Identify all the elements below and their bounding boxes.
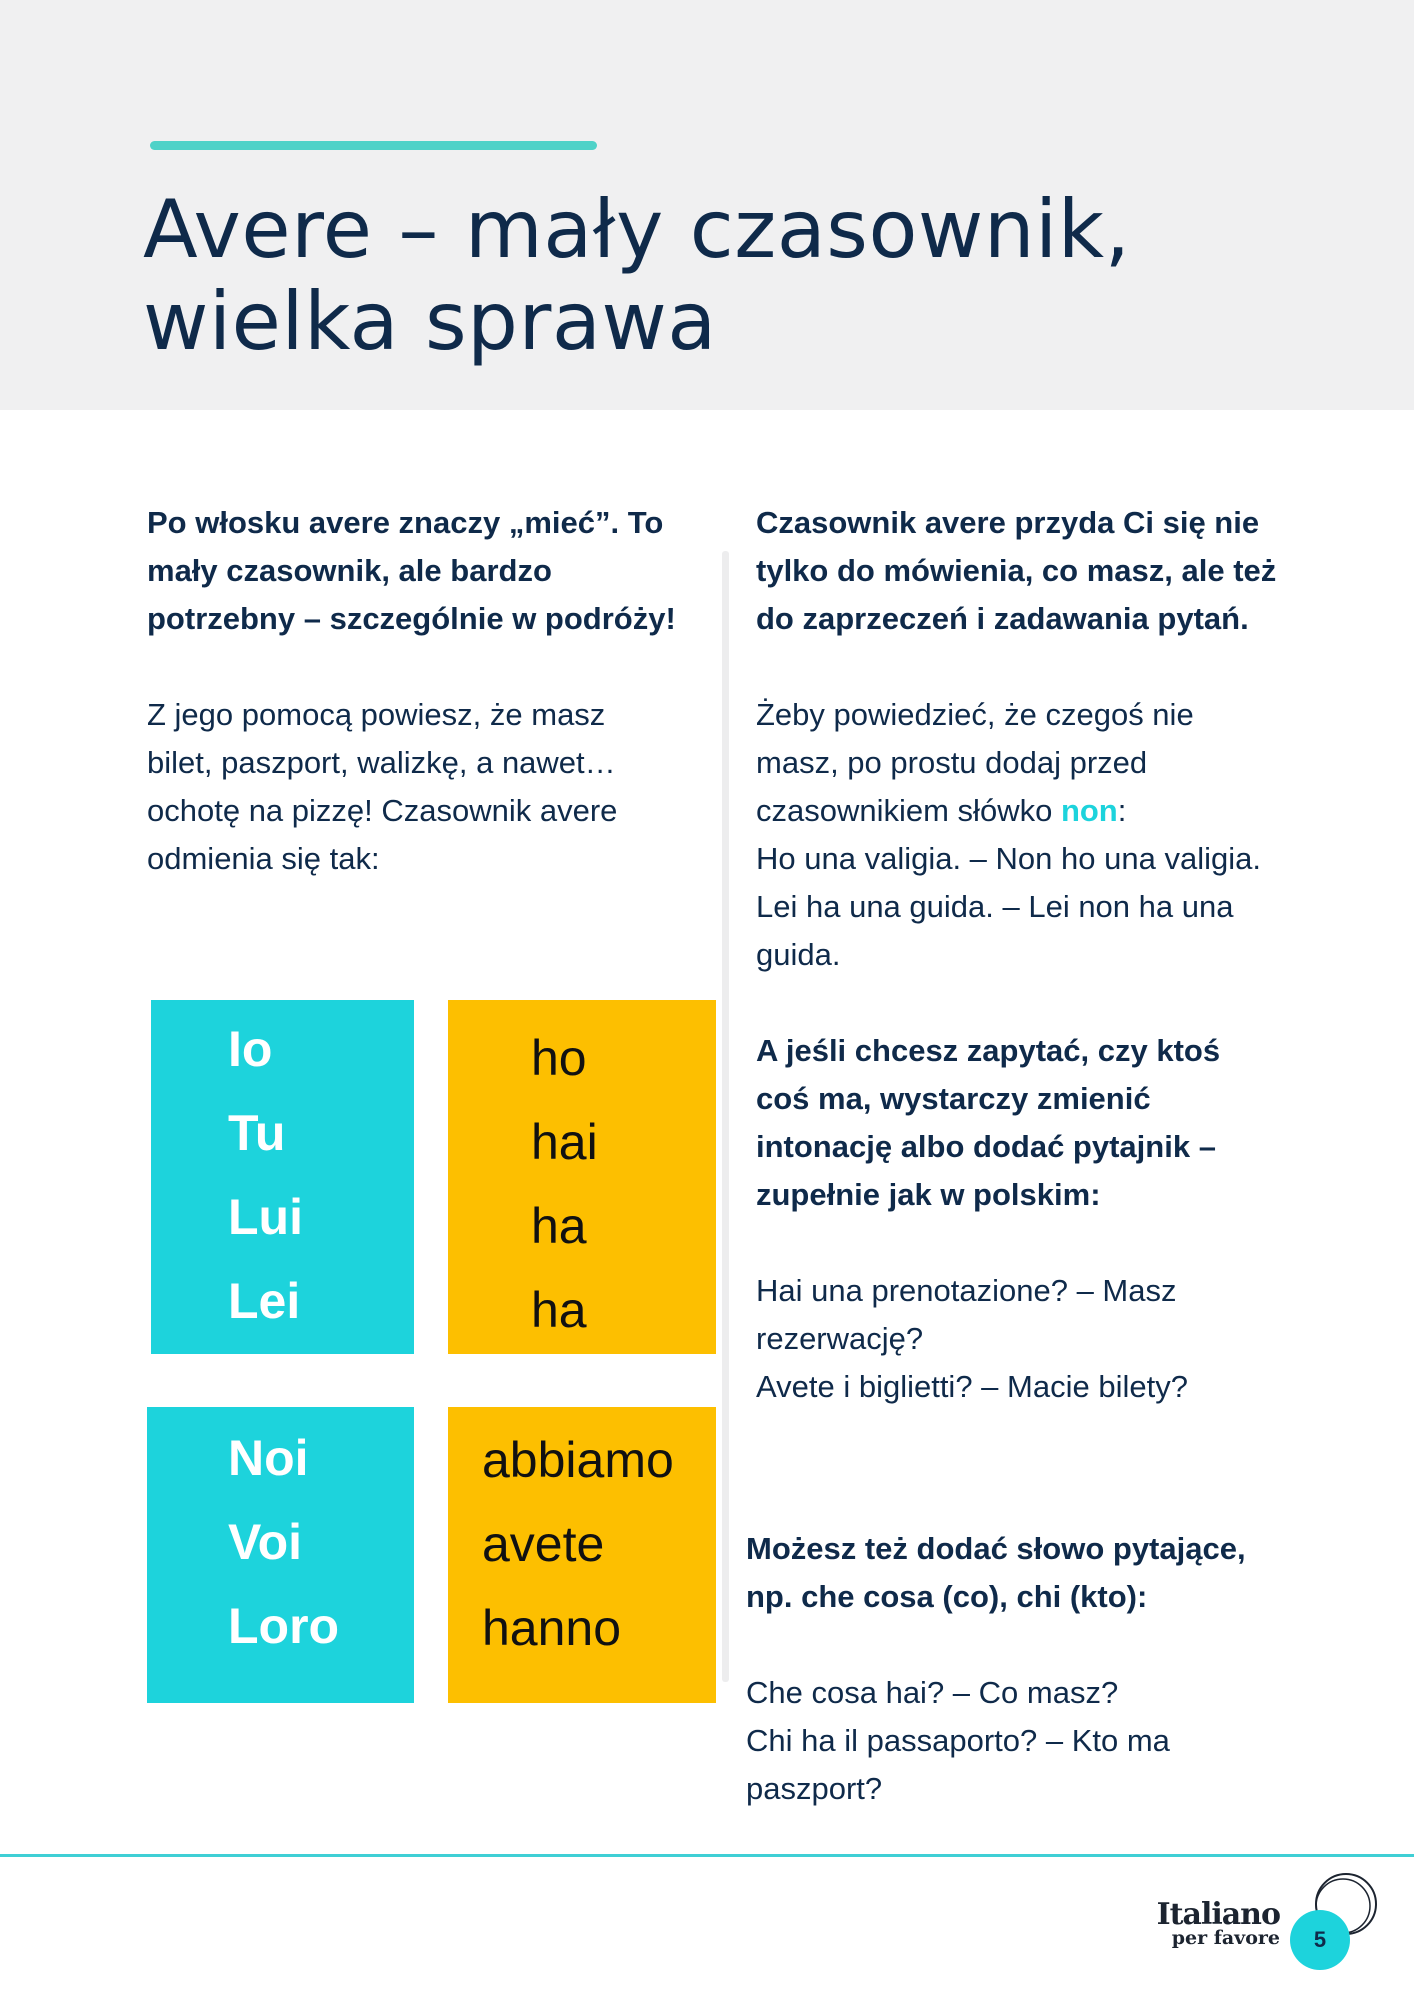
page-number: 5 <box>1290 1910 1350 1970</box>
form-ho: ho <box>531 1030 587 1086</box>
column-divider <box>722 551 729 1682</box>
pronoun-io: Io <box>228 1021 273 1077</box>
example-valigia: Ho una valigia. – Non ho una valigia. <box>756 841 1261 876</box>
singular-forms-box <box>448 1000 716 1354</box>
question-words-explanation: Możesz też dodać słowo pytające, np. che cosa (co), chi (kto): <box>746 1531 1246 1614</box>
intro-bold: Po włosku avere znaczy „mieć”. To mały czasownik, ale bardzo potrzebny – szczególnie w podróży! <box>147 505 676 636</box>
brand-logo <box>1150 1897 1280 1949</box>
form-ha-2: ha <box>531 1282 587 1338</box>
form-avete: avete <box>482 1516 605 1572</box>
question-explanation: A jeśli chcesz zapytać, czy ktoś coś ma, wystarczy zmienić intonację albo dodać pytajnik – zupełnie jak w polskim: <box>756 1033 1221 1212</box>
pronoun-loro: Loro <box>228 1598 340 1654</box>
plural-pronouns-box <box>147 1407 414 1703</box>
title-line-2: wielka sprawa <box>143 275 717 368</box>
left-column <box>147 499 707 883</box>
form-hanno: hanno <box>482 1600 622 1656</box>
pronoun-voi: Voi <box>228 1514 303 1570</box>
pronoun-noi: Noi <box>228 1430 309 1486</box>
form-abbiamo: abbiamo <box>482 1432 674 1488</box>
example-guida: Lei ha una guida. – Lei non ha una guida. <box>756 889 1234 972</box>
form-ha: ha <box>531 1198 587 1254</box>
right-column-lower <box>746 1525 1346 1813</box>
negation-text: Żeby powiedzieć, że czegoś nie masz, po prostu dodaj przed czasownikiem słówko <box>756 697 1194 828</box>
right-column <box>756 499 1316 1411</box>
title-line-1: Avere – mały czasownik, <box>143 183 1131 276</box>
negation-explanation <box>756 691 1276 835</box>
non-highlight: non <box>1060 793 1118 828</box>
example-prenotazione: Hai una prenotazione? – Masz rezerwację? <box>756 1273 1177 1356</box>
footer-line <box>0 1854 1414 1857</box>
logo-main-text: Italiano <box>1156 1897 1280 1932</box>
pronoun-tu: Tu <box>228 1105 286 1161</box>
example-biglietti: Avete i biglietti? – Macie bilety? <box>756 1369 1188 1404</box>
logo-sub-text: per favore <box>1171 1927 1280 1949</box>
plural-forms-box <box>448 1407 716 1703</box>
negation-colon: : <box>1117 793 1127 828</box>
pronoun-lui: Lui <box>228 1189 303 1245</box>
page-title <box>143 184 1323 368</box>
title-accent-bar <box>150 141 597 150</box>
example-chi: Chi ha il passaporto? – Kto ma paszport? <box>746 1723 1170 1806</box>
example-che-cosa: Che cosa hai? – Co masz? <box>746 1675 1119 1710</box>
singular-pronouns-box <box>151 1000 414 1354</box>
pronoun-lei: Lei <box>228 1273 301 1329</box>
form-hai: hai <box>531 1114 598 1170</box>
intro-text: Z jego pomocą powiesz, że masz bilet, paszport, walizkę, a nawet… ochotę na pizzę! Czasownik avere odmienia się tak: <box>147 697 618 876</box>
right-intro-bold: Czasownik avere przyda Ci się nie tylko do mówienia, co masz, ale też do zaprzeczeń i zadawania pytań. <box>756 505 1277 636</box>
